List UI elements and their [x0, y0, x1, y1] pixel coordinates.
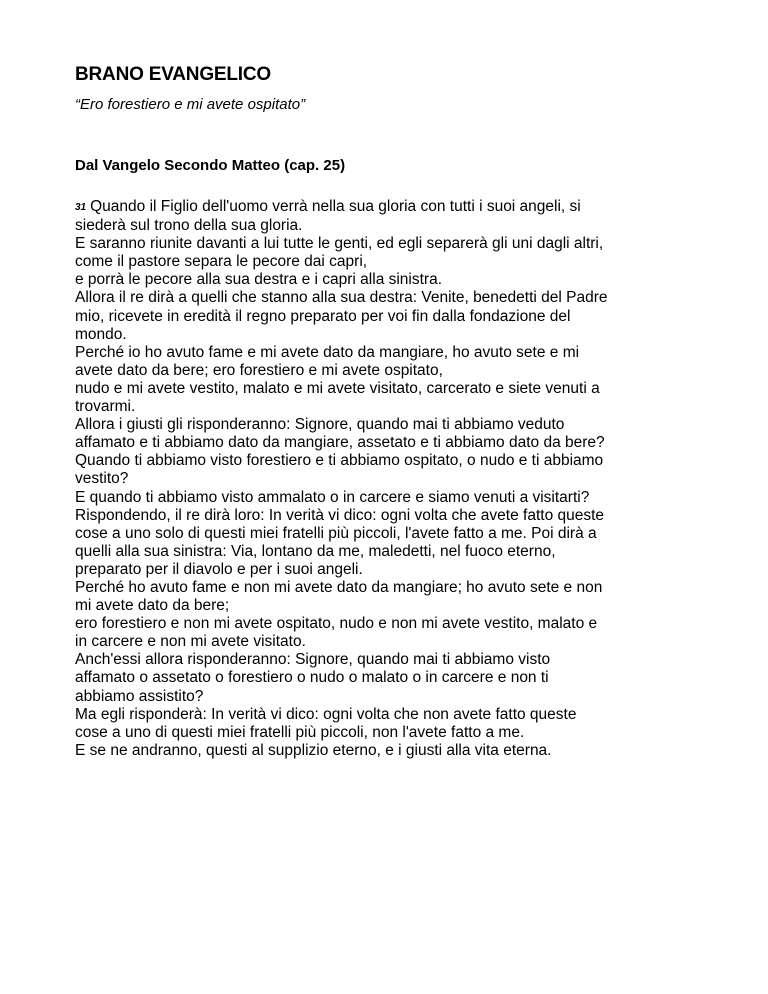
passage-line: [75, 198, 705, 217]
passage-line: in carcere e non mi avete visitato.: [75, 633, 306, 651]
passage-line: abbiamo assistito?: [75, 687, 204, 705]
passage-line: ero forestiero e non mi avete ospitato, nudo e non mi avete vestito, malato e: [75, 615, 598, 633]
passage-line: affamato o assetato o forestiero o nudo o malato o in carcere e non ti: [75, 669, 549, 687]
passage-line: preparato per il diavolo e per i suoi angeli.: [75, 560, 363, 578]
passage-line: Perché io ho avuto fame e mi avete dato da mangiare, ho avuto sete e mi: [75, 343, 580, 361]
passage-line: E quando ti abbiamo visto ammalato o in carcere e siamo venuti a visitarti?: [75, 488, 590, 506]
passage-line: Anch'essi allora risponderanno: Signore, quando mai ti abbiamo visto: [75, 651, 551, 669]
passage-line: mi avete dato da bere;: [75, 597, 230, 615]
passage-line: mio, ricevete in eredità il regno preparato per voi fin dalla fondazione del: [75, 307, 571, 325]
passage-line: E se ne andranno, questi al supplizio eterno, e i giusti alla vita eterna.: [75, 741, 552, 759]
document-title: BRANO EVANGELICO: [75, 64, 271, 85]
passage-line: cose a uno solo di questi miei fratelli più piccoli, l'avete fatto a me. Poi dirà a: [75, 524, 597, 542]
passage-line: nudo e mi avete vestito, malato e mi avete visitato, carcerato e siete venuti a: [75, 379, 600, 397]
passage-line: mondo.: [75, 325, 127, 343]
passage-line: quelli alla sua sinistra: Via, lontano da me, maledetti, nel fuoco eterno,: [75, 542, 556, 560]
passage-line: Ma egli risponderà: In verità vi dico: ogni volta che non avete fatto queste: [75, 705, 577, 723]
passage-line: Allora i giusti gli risponderanno: Signore, quando mai ti abbiamo veduto: [75, 416, 565, 434]
passage-line: Quando ti abbiamo visto forestiero e ti abbiamo ospitato, o nudo e ti abbiamo: [75, 452, 604, 470]
passage-line: Allora il re dirà a quelli che stanno alla sua destra: Venite, benedetti del Padre: [75, 289, 608, 307]
passage-line-text: Quando il Figlio dell'uomo verrà nella sua gloria con tutti i suoi angeli, si: [90, 198, 581, 215]
verse-number: 31: [75, 202, 87, 213]
passage-line: come il pastore separa le pecore dai capri,: [75, 253, 368, 271]
passage-line: Perché ho avuto fame e non mi avete dato da mangiare; ho avuto sete e non: [75, 578, 603, 596]
passage-line: siederà sul trono della sua gloria.: [75, 217, 303, 235]
passage-line: Rispondendo, il re dirà loro: In verità vi dico: ogni volta che avete fatto queste: [75, 506, 605, 524]
passage-line: E saranno riunite davanti a lui tutte le genti, ed egli separerà gli uni dagli altri,: [75, 235, 604, 253]
passage-line: vestito?: [75, 470, 129, 488]
scripture-source: Dal Vangelo Secondo Matteo (cap. 25): [75, 157, 346, 174]
passage-line: e porrà le pecore alla sua destra e i capri alla sinistra.: [75, 271, 443, 289]
passage-line: trovarmi.: [75, 398, 136, 416]
scripture-passage: [75, 198, 705, 760]
passage-line: cose a uno di questi miei fratelli più piccoli, non l'avete fatto a me.: [75, 723, 525, 741]
document-subtitle: “Ero forestiero e mi avete ospitato”: [75, 96, 306, 113]
passage-line: affamato e ti abbiamo dato da mangiare, assetato e ti abbiamo dato da bere?: [75, 434, 605, 452]
passage-line: avete dato da bere; ero forestiero e mi avete ospitato,: [75, 361, 443, 379]
